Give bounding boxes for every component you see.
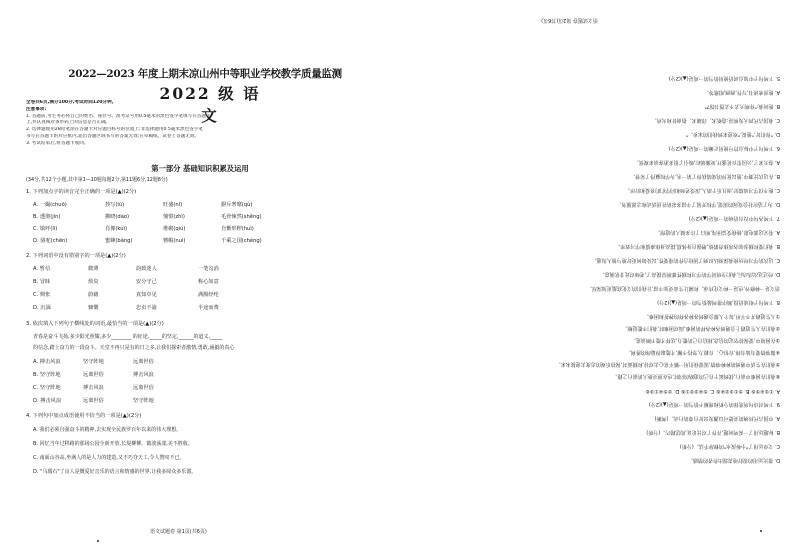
question-3: 3. 依次填入下列句子横线处的词语,最恰当的一项是(▲)(2分) [26, 321, 164, 327]
q3-passage-line: 青春是奋斗飞扬,多少阳光照耀,多少________ 的征途,_____的坚定,______的道义,_____ [33, 334, 223, 340]
q3-option-d: D. 搏击风浪 远离世俗 坚守阵地 [33, 398, 154, 404]
right-text-line: D. 排比运用的很好地表现出作者的情感。 [687, 457, 780, 463]
instruction-line: 1. 答题前,考生务必将自己的姓名、座位号、准考证号用0.5毫米的黑色签字笔填写在答题卡 [26, 113, 211, 119]
right-page-rotated [397, 0, 794, 560]
q3-passage-line: 的信念,踏上奋力的一段奋斗。天堂不再只是有的日之多,让我们探索者激情,勇敢,涵毅的真心 [33, 345, 235, 351]
right-page-header: 语文试题卷 第2页(共6页) [541, 17, 598, 23]
right-text-line: C. 他不仅学习成绩好,而且乐于助人,深受老师和同学们的喜爱和好评。 [625, 187, 780, 193]
q3-option-c: C. 坚守阵地 搏击风浪 远离世俗 [33, 385, 154, 391]
right-text-line: C. 我国古代四大发明是:造纸术、印刷术、指南针和火药。 [651, 117, 780, 123]
scan-speck [760, 530, 762, 532]
instruction-line: 2. 选择题使用2B铅笔涂在答题卡对应题目标号的位置上;非选择题用0.5毫米黑色签字笔 [26, 127, 203, 133]
right-text-line: A. 他喜欢读书,写作,画画,唱歌等。 [703, 89, 780, 95]
question-2: 2. 下列词语中没有错别字的一项是(▲)(2分) [26, 253, 126, 259]
right-text-line: D. 为了适应社会发展的需要,学校开展了丰富多彩的社团活动和志愿服务。 [616, 201, 780, 207]
question-4: 4. 下列句中加点成语使用不恰当的一项是(▲)(2分) [26, 413, 142, 419]
right-text-line: C. 文章运用了"小桥流水"的修辞手法。(分析) [679, 443, 780, 449]
exam-instructions [26, 100, 356, 148]
right-text-line: ②我们在人生道路上会遇到各种各样的困难,面对困难时,我们不能退缩。 [622, 325, 780, 331]
exam-title: 2022—2023 年度上期末凉山州中等职业学校教学质量监测 [68, 68, 342, 80]
right-text-line: B. 我们要积极参加各项体育锻炼,增强自身体质,提高身体素质和学习效率。 [615, 243, 780, 249]
right-text-line: 语文是一种修养,也是一种文化传承。积累让生命更加丰富,让我们的文化底蕴更加深厚。 [586, 285, 780, 291]
instruction-line: 注意事项: [26, 106, 47, 112]
right-text-line: A. ①②④⑤⑥ B. ⑤①③②④⑥ C. ⑤④③②①⑥ D. ②⑤④①③⑥ [645, 388, 780, 394]
q2-option-a: A. 暂信 微薄 韵致迷人 一笔勾消 [33, 266, 219, 272]
instruction-line: 上,并认真核对条形码上的信息是否正确。 [26, 120, 111, 126]
q4-option-c: C. 南面山谷高,坐满人的是人力的建造,又不巧夺天工,令人赞叹不已。 [33, 455, 185, 461]
right-text-line: B. 在这次比赛中,他以优异的成绩获得了第一名,为学校赢得了荣誉。 [630, 173, 780, 179]
right-text-line: 6. 下列句子中标点符号使用正确的一项是(▲)(2分) [668, 145, 780, 151]
right-text-line: 7. 下列各句中没有语病的一项是(▲)(2分) [688, 215, 780, 221]
right-text-line: ⑥我们在困难中前行,找到属于自己的道路的同时,也在照亮他人的前行之路。 [612, 373, 780, 379]
q1-option-d: D. 骆驼(chēn) 蜜蜂(bàng) 簪帽(nuì) 千乘之国(chéng) [33, 238, 262, 244]
right-text-line: D. 经过这次活动后,我们全班同学的学习积极性都明显提高了,老师对此非常满意。 [599, 271, 780, 277]
right-text-line: C. 这次的学习经历使我深刻认识到了团结合作的重要性,以及如何更好地与他人沟通。 [591, 257, 780, 263]
right-text-line: B. 标题运用了一系列问题,并作了对比论证,构思精巧。(分析) [646, 429, 780, 435]
instruction-line: 3. 考试结束后,将答题卡收回。 [26, 140, 89, 146]
right-text-line: ①人生道路并不平坦,每个人都会遇到各种各样的挫折和困难。 [643, 313, 780, 319]
right-text-line: ③在困境中,要保持坚定的信念,相信自己的能力,这样才能不断前进。 [630, 337, 780, 343]
part1-score-note: (34分,共12个小题,其中第1—10题每题2分,第11题6分,12题8分) [26, 177, 168, 183]
question-1: 1. 下列加点字的读音完全正确的一项是(▲)(2分) [26, 189, 137, 195]
q1-option-b: B. 透彻(jìn) 拂晓(dào) 憧憬(zhì) 毛骨悚然(shěng) [33, 214, 262, 220]
q3-option-a: A. 搏击风浪 坚守阵地 远离世俗 [33, 359, 154, 365]
right-text-line: B. 他问我:"你明天去不去图书馆?" [704, 103, 780, 109]
subject-title: 2022 级 语 文 [159, 84, 261, 125]
right-text-line: ⑤我们在生活中遇到的种种事情,需要我们用一颗平常心去对待,积极面对,保持乐观的态度去迎接未来。 [555, 361, 780, 367]
q2-option-c: C. 惆怅 蔚藉 真知卓见 满腹经纶 [33, 292, 219, 298]
q4-option-b: B. 回忆当年过移路的那场公园全新开放,长堤柳柳、微波荡漾,美不胜收。 [33, 441, 193, 447]
q4-option-d: D. "马瑙石"了良人是慨爱好音乐的语言和情感的世界,让我多阅众多乐器。 [33, 469, 197, 475]
right-text-line: A. 中国古代传统的美德可以激发出好自尊的行动。(判断) [654, 415, 780, 421]
right-text-line: D. "你们好,"他说,"欢迎来到我们的家乡。" [685, 131, 780, 137]
part1-heading: 第一部分 基础知识积累及运用 [151, 164, 249, 173]
q1-option-c: C. 镇呼(lì) 肖像(kuì) 堆砌(qiú) 自惭形秽(huì) [33, 226, 254, 232]
right-text-line: 9. 下列对诗句所选择的分析和理解不恰当的一项是(▲)(2分) [648, 401, 780, 407]
q2-option-b: B. 冒昧 烦臭 安分守己 称心如意 [33, 279, 219, 285]
q3-option-b: B. 坚守阵地 远离世俗 搏击风浪 [33, 372, 154, 378]
instruction-line: 全卷共6页,满分100分,考试时间120分钟。 [26, 100, 117, 105]
q2-option-d: D. 沉湎 慷慨 忠贞不渝 半途而费 [33, 305, 219, 311]
instruction-line: 书写在答题卡的对应框内,超出答题区域书写的答案无效;在草稿纸、试卷上答题无效。 [26, 133, 199, 139]
page-footer: 语文试题卷 第1页(共6页) [150, 529, 207, 535]
right-text-line: ④做事情要有始有终,有恒心、有毅力,坚持不懈,才能取得最终的胜利。 [625, 349, 780, 355]
scan-speck [97, 540, 99, 542]
q1-option-a: A. 一撮(chuō) 抄写(lù) 旺盛(ní) 摒斥奢靡(qù) [33, 202, 253, 208]
q4-option-a: A. 我们必须自强奋斗的精神,去实现全民族罗百年以来的伟大理想。 [33, 427, 182, 433]
right-text-line: 8. 下列句子组成语段,顺序排列最恰当的一项是(▲)(2分) [657, 299, 780, 305]
right-text-line: 5. 下列句子中加点词语使用恰当的一项是(▲)(2分) [668, 75, 780, 81]
right-text-line: A. 春天来了,公园里百花盛开,姹紫嫣红,吸引了很多游客前来观赏。 [633, 159, 780, 165]
right-text-line: A. 看完这部电影,使我受益匪浅,明白了许多做人的道理。 [655, 229, 780, 235]
